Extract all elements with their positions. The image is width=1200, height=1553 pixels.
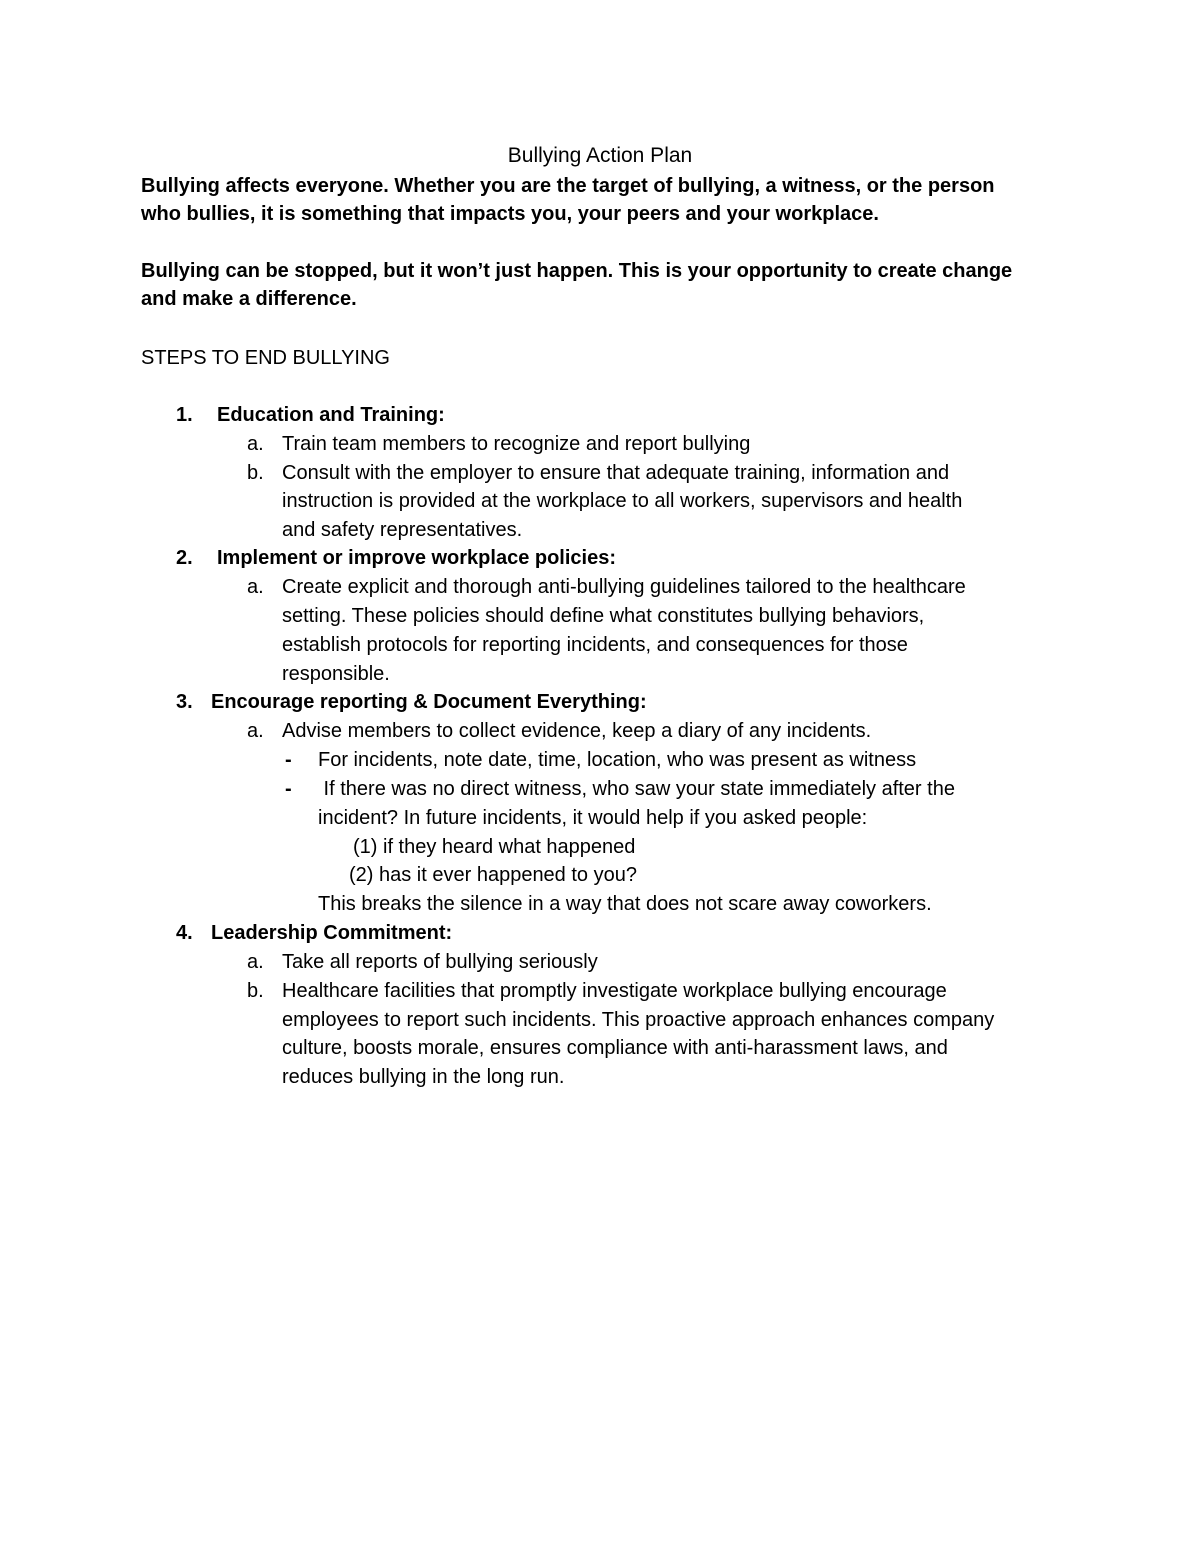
step-4-heading: Leadership Commitment: [211, 922, 453, 944]
step-1b-line-1: Consult with the employer to ensure that adequate training, information and [282, 462, 950, 484]
step-2a-marker: a. [247, 576, 264, 598]
step-3-number: 3. [176, 691, 193, 713]
step-3-question-1: (1) if they heard what happened [353, 836, 636, 858]
step-2a-line-1: Create explicit and thorough anti-bullying guidelines tailored to the healthcare [282, 576, 966, 598]
step-3-dash-1-line-1: For incidents, note date, time, location, who was present as witness [318, 749, 917, 771]
intro-line-3: Bullying can be stopped, but it won’t just happen. This is your opportunity to create change [141, 260, 1013, 282]
intro-line-4: and make a difference. [141, 288, 357, 310]
step-3-question-2: (2) has it ever happened to you? [349, 864, 637, 886]
step-3a-marker: a. [247, 720, 264, 742]
step-4b-line-3: culture, boosts morale, ensures compliance with anti-harassment laws, and [282, 1037, 948, 1059]
step-3-dash-2-line-1: If there was no direct witness, who saw your state immediately after the [318, 778, 955, 800]
step-2-number: 2. [176, 547, 193, 569]
step-2a-line-3: establish protocols for reporting incidents, and consequences for those [282, 634, 908, 656]
step-1a-marker: a. [247, 433, 264, 455]
step-4b-line-1: Healthcare facilities that promptly investigate workplace bullying encourage [282, 980, 947, 1002]
step-3a-line-1: Advise members to collect evidence, keep a diary of any incidents. [282, 720, 872, 742]
step-4a-line-1: Take all reports of bullying seriously [282, 951, 598, 973]
step-4a-marker: a. [247, 951, 264, 973]
step-4b-marker: b. [247, 980, 264, 1002]
step-1a-line-1: Train team members to recognize and report bullying [282, 433, 751, 455]
step-3-dash-2-marker: - [285, 778, 292, 800]
step-3-closing: This breaks the silence in a way that does not scare away coworkers. [318, 893, 932, 915]
intro-line-2: who bullies, it is something that impacts you, your peers and your workplace. [141, 203, 879, 225]
step-1b-line-3: and safety representatives. [282, 519, 523, 541]
step-1b-line-2: instruction is provided at the workplace to all workers, supervisors and health [282, 490, 963, 512]
document-title: Bullying Action Plan [507, 144, 693, 167]
step-4b-line-2: employees to report such incidents. This proactive approach enhances company [282, 1009, 995, 1031]
step-4-number: 4. [176, 922, 193, 944]
step-2a-line-4: responsible. [282, 663, 390, 685]
step-3-dash-2-line-2: incident? In future incidents, it would help if you asked people: [318, 807, 868, 829]
intro-line-1: Bullying affects everyone. Whether you are the target of bullying, a witness, or the person [141, 175, 995, 197]
step-1b-marker: b. [247, 462, 264, 484]
step-4b-line-4: reduces bullying in the long run. [282, 1066, 565, 1088]
step-1-number: 1. [176, 404, 193, 426]
step-2-heading: Implement or improve workplace policies: [217, 547, 617, 569]
step-3-dash-1-marker: - [285, 749, 292, 771]
steps-heading: STEPS TO END BULLYING [141, 347, 390, 369]
step-2a-line-2: setting. These policies should define what constitutes bullying behaviors, [282, 605, 925, 627]
step-3-heading: Encourage reporting & Document Everything: [211, 691, 647, 713]
step-1-heading: Education and Training: [217, 404, 445, 426]
